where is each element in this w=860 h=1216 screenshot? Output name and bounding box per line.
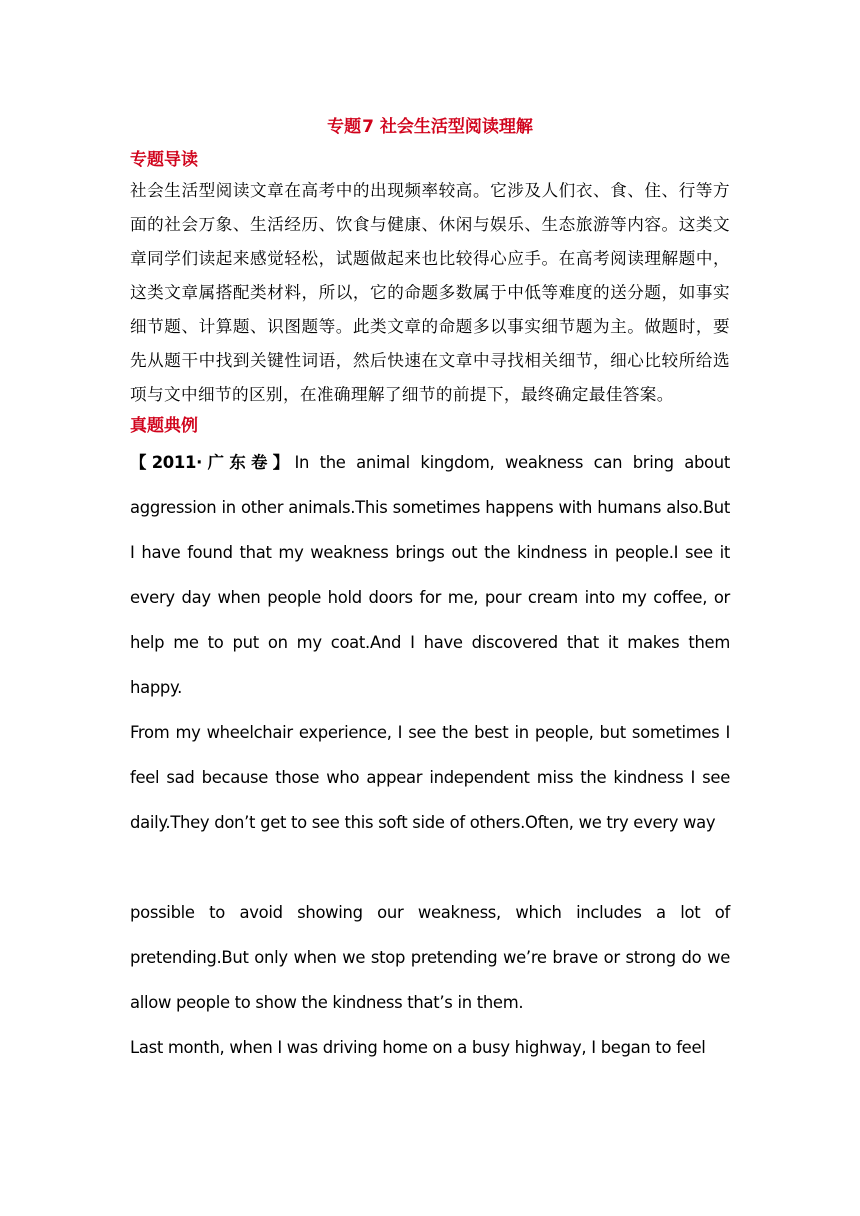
example-source: 【2011·广东卷】 xyxy=(130,453,295,472)
passage-paragraph-2b-first-line: possible to avoid showing our weakness, which includes a lot of xyxy=(130,903,730,922)
page-break-gap xyxy=(130,845,730,890)
intro-heading: 专题导读 xyxy=(130,150,198,170)
passage-paragraph-2b: pretending.But only when we stop pretending we’re brave or strong do we allow people to show the kindness that’s in them. xyxy=(130,948,730,1012)
document-page xyxy=(130,112,730,1070)
passage-paragraph-1 xyxy=(130,440,730,710)
example-heading: 真题典例 xyxy=(130,416,198,436)
intro-paragraph: 社会生活型阅读文章在高考中的出现频率较高。它涉及人们衣、食、住、行等方面的社会万象、生活经历、饮食与健康、休闲与娱乐、生态旅游等内容。这类文章同学们读起来感觉轻松，试题做起来也比较得心应手。在高考阅读理解题中，这类文章属搭配类材料，所以，它的命题多数属于中低等难度的送分题，如事实细节题、计算题、识图题等。此类文章的命题多以事实细节题为主。做题时，要先从题干中找到关键性词语，然后快速在文章中寻找相关细节，细心比较所给选项与文中细节的区别，在准确理解了细节的前提下，最终确定最佳答案。 xyxy=(130,181,730,404)
passage-paragraph-1-text: In the animal kingdom, weakness can bring about aggression in other animals.This sometimes happens with humans also.But I have found that my weakness brings out the kindness in people.I see it every day when people hold doors for me, pour cream into my coffee, or help me to put on my coat.And I have discovered that it makes them happy. xyxy=(130,453,730,697)
passage-paragraph-2a: From my wheelchair experience, I see the best in people, but sometimes I feel sad because those who appear independent miss the kindness I see daily.They don’t get to see this soft side of others.Often, we try every way xyxy=(130,723,730,832)
title-text: 社会生活型阅读理解 xyxy=(379,117,533,137)
title-number: 7 xyxy=(362,117,374,137)
page-title xyxy=(130,112,730,142)
title-prefix: 专题 xyxy=(327,117,362,137)
passage-paragraph-3: Last month, when I was driving home on a busy highway, I began to feel xyxy=(130,1038,706,1057)
